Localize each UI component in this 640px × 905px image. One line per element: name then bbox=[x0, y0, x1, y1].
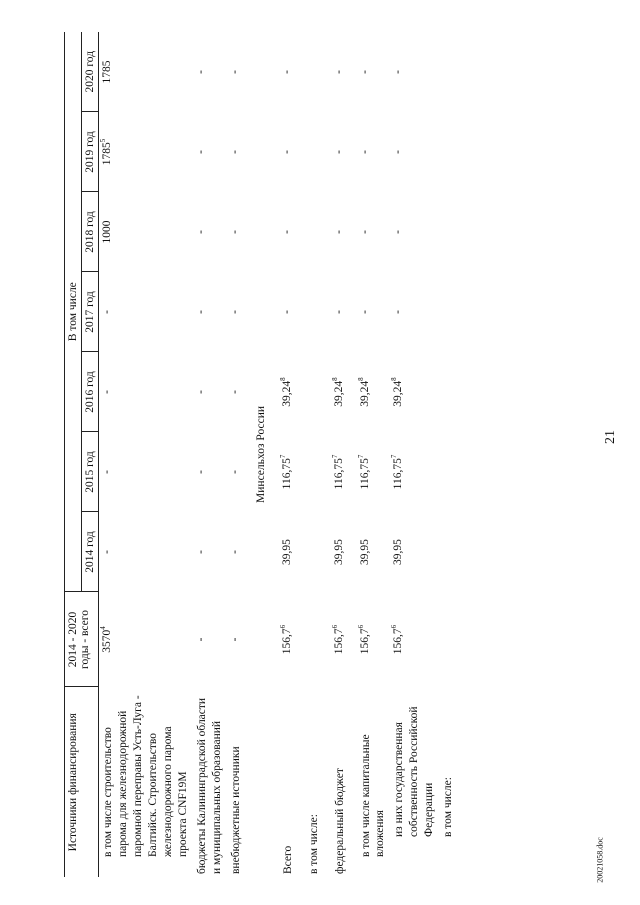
year-cell bbox=[331, 352, 357, 432]
row-label: в том числе: bbox=[442, 777, 455, 837]
year-cell bbox=[439, 352, 465, 432]
header-year: 2019 год bbox=[82, 112, 99, 192]
footnote-mark: 4 bbox=[99, 626, 108, 630]
year-cell bbox=[331, 112, 357, 192]
year-cell bbox=[305, 272, 331, 352]
year-cell bbox=[99, 512, 193, 592]
row-total bbox=[331, 592, 357, 687]
footnote-mark: 6 bbox=[330, 624, 339, 629]
year-cell bbox=[227, 272, 253, 352]
page-number: 21 bbox=[603, 430, 618, 444]
year-cell bbox=[227, 32, 253, 112]
year-cell bbox=[227, 432, 253, 512]
year-cell bbox=[390, 432, 439, 512]
year-cell bbox=[439, 272, 465, 352]
year-cell bbox=[390, 192, 439, 272]
footnote-mark: 7 bbox=[330, 454, 339, 459]
year-cell bbox=[390, 272, 439, 352]
year-cell-value: - bbox=[194, 550, 207, 554]
header-year: 2014 год bbox=[82, 512, 99, 592]
header-total-col bbox=[65, 592, 99, 687]
row-total bbox=[193, 592, 227, 687]
year-cell-value: - bbox=[228, 550, 241, 554]
row-label: бюджеты Калининградской области и муниципальных образований bbox=[195, 697, 223, 874]
year-cell-value: 116,75 bbox=[358, 458, 371, 490]
year-cell-value: - bbox=[228, 70, 241, 74]
table-row bbox=[331, 32, 357, 877]
year-cell-value: - bbox=[101, 390, 113, 394]
year-cell bbox=[99, 432, 193, 512]
year-cell-value: - bbox=[358, 310, 371, 314]
year-cell bbox=[193, 192, 227, 272]
year-cell-value: 39,24 bbox=[392, 380, 405, 407]
year-cell-value: 39,24 bbox=[358, 380, 371, 407]
table-row bbox=[439, 32, 465, 877]
header-source-col: Источники финансирования bbox=[65, 687, 99, 877]
year-cell bbox=[305, 192, 331, 272]
year-cell-value: - bbox=[228, 150, 241, 154]
year-cell bbox=[331, 432, 357, 512]
year-cell bbox=[305, 112, 331, 192]
year-cell bbox=[227, 192, 253, 272]
header-year: 2020 год bbox=[82, 32, 99, 112]
table-row bbox=[390, 32, 439, 877]
year-cell-value: 116,75 bbox=[280, 458, 293, 490]
year-cell-value: - bbox=[101, 310, 113, 314]
year-cell bbox=[331, 272, 357, 352]
year-cell bbox=[193, 352, 227, 432]
year-cell-value: 39,24 bbox=[332, 380, 345, 407]
year-cell bbox=[390, 32, 439, 112]
header-year: 2015 год bbox=[82, 432, 99, 512]
year-cell-value: - bbox=[194, 230, 207, 234]
year-cell bbox=[99, 32, 193, 112]
row-label: Всего bbox=[281, 845, 294, 874]
row-total bbox=[305, 592, 331, 687]
year-cell bbox=[227, 112, 253, 192]
footnote-mark: 8 bbox=[330, 377, 339, 381]
year-cell-value: - bbox=[101, 550, 113, 554]
year-cell-value: - bbox=[101, 470, 113, 474]
year-cell bbox=[279, 352, 305, 432]
year-cell-value: 116,75 bbox=[392, 458, 405, 490]
year-cell-value: - bbox=[392, 310, 405, 314]
year-cell bbox=[193, 512, 227, 592]
row-total bbox=[227, 592, 253, 687]
header-total-line2: годы - всего bbox=[79, 610, 91, 669]
row-label: федеральный бюджет bbox=[333, 768, 346, 874]
table-row bbox=[227, 32, 253, 877]
year-cell-value: - bbox=[392, 70, 405, 74]
year-cell-value: - bbox=[228, 470, 241, 474]
year-cell-value: - bbox=[228, 230, 241, 234]
row-label: в том числе: bbox=[307, 814, 320, 874]
year-cell bbox=[357, 432, 391, 512]
year-cell-value: - bbox=[194, 150, 207, 154]
year-cell-value: - bbox=[194, 390, 207, 394]
year-cell bbox=[331, 192, 357, 272]
table-body bbox=[99, 32, 466, 877]
year-cell-value: 1785 bbox=[101, 60, 113, 84]
year-cell bbox=[439, 512, 465, 592]
year-cell bbox=[99, 352, 193, 432]
year-cell-value: - bbox=[332, 150, 345, 154]
financing-table bbox=[64, 32, 465, 877]
section-row bbox=[253, 32, 279, 877]
year-cell-value: - bbox=[358, 150, 371, 154]
row-label: из них государственная собственность Российской Федерации bbox=[393, 706, 436, 837]
year-cell-value: - bbox=[228, 390, 241, 394]
footer-file-code: 20021058.doc bbox=[595, 837, 605, 883]
year-cell-value: - bbox=[280, 70, 293, 74]
year-cell bbox=[390, 112, 439, 192]
year-cell-value: - bbox=[194, 310, 207, 314]
year-cell bbox=[193, 272, 227, 352]
year-cell bbox=[279, 512, 305, 592]
row-total bbox=[390, 592, 439, 687]
year-cell bbox=[305, 352, 331, 432]
year-cell bbox=[357, 352, 391, 432]
row-total-value: - bbox=[228, 637, 241, 642]
year-cell-value: - bbox=[332, 230, 345, 234]
year-cell-value: - bbox=[280, 230, 293, 234]
footnote-mark: 6 bbox=[278, 624, 287, 629]
year-cell-value: - bbox=[332, 310, 345, 314]
year-cell bbox=[331, 512, 357, 592]
year-cell-value: - bbox=[194, 470, 207, 474]
row-label: в том числе строительство парома для железнодорожной паромной переправы Усть-Луга - Балтийск. Строительство железнодорожного парома проекта CNF19M bbox=[102, 695, 189, 857]
row-total bbox=[357, 592, 391, 687]
year-cell bbox=[279, 112, 305, 192]
year-cell bbox=[357, 192, 391, 272]
table-row bbox=[357, 32, 391, 877]
header-total-line1: 2014 - 2020 bbox=[67, 611, 79, 668]
footnote-mark: 7 bbox=[356, 454, 365, 459]
footnote-mark: 6 bbox=[390, 624, 399, 629]
year-cell-value: - bbox=[280, 150, 293, 154]
year-cell bbox=[439, 32, 465, 112]
row-total-value: 156,7 bbox=[332, 628, 345, 655]
table-row bbox=[193, 32, 227, 877]
year-cell bbox=[193, 432, 227, 512]
section-title: Минсельхоз России bbox=[254, 405, 267, 503]
row-total bbox=[439, 592, 465, 687]
year-cell bbox=[279, 32, 305, 112]
year-cell-value: - bbox=[280, 310, 293, 314]
footnote-mark: 7 bbox=[390, 454, 399, 459]
row-total-value: 156,7 bbox=[280, 628, 293, 655]
year-cell bbox=[99, 272, 193, 352]
header-year: 2018 год bbox=[82, 192, 99, 272]
year-cell-value: 39,95 bbox=[392, 539, 405, 565]
year-cell bbox=[305, 32, 331, 112]
table-row bbox=[99, 32, 193, 877]
year-cell-value: - bbox=[392, 150, 405, 154]
year-cell bbox=[99, 192, 193, 272]
year-cell-value: 1785 bbox=[101, 142, 113, 166]
year-cell bbox=[227, 512, 253, 592]
footnote-mark: 5 bbox=[99, 138, 108, 143]
year-cell bbox=[439, 192, 465, 272]
year-cell-value: 39,24 bbox=[280, 380, 293, 407]
year-cell bbox=[439, 112, 465, 192]
row-total bbox=[99, 592, 193, 687]
footnote-mark: 8 bbox=[278, 377, 287, 381]
year-cell-value: 39,95 bbox=[332, 539, 345, 565]
year-cell bbox=[279, 432, 305, 512]
year-cell bbox=[439, 432, 465, 512]
header-year: 2016 год bbox=[82, 352, 99, 432]
row-label: внебюджетные источники bbox=[229, 746, 242, 874]
year-cell bbox=[193, 32, 227, 112]
year-cell bbox=[279, 192, 305, 272]
year-cell bbox=[357, 512, 391, 592]
row-total-value: - bbox=[194, 637, 207, 642]
footnote-mark: 6 bbox=[356, 624, 365, 629]
year-cell bbox=[193, 112, 227, 192]
year-cell bbox=[305, 432, 331, 512]
year-cell bbox=[390, 512, 439, 592]
row-total-value: 156,7 bbox=[358, 628, 371, 655]
year-cell-value: 39,95 bbox=[358, 539, 371, 565]
year-cell bbox=[279, 272, 305, 352]
table-row bbox=[305, 32, 331, 877]
year-cell-value: 1000 bbox=[101, 220, 113, 244]
year-cell bbox=[357, 32, 391, 112]
year-cell-value: - bbox=[392, 230, 405, 234]
footnote-mark: 8 bbox=[356, 377, 365, 381]
year-cell-value: 116,75 bbox=[332, 458, 345, 490]
row-total bbox=[279, 592, 305, 687]
footnote-mark: 7 bbox=[278, 454, 287, 459]
year-cell-value: - bbox=[358, 230, 371, 234]
header-year: 2017 год bbox=[82, 272, 99, 352]
year-cell bbox=[305, 512, 331, 592]
year-cell-value: - bbox=[228, 310, 241, 314]
year-cell-value: - bbox=[332, 70, 345, 74]
footnote-mark: 8 bbox=[390, 377, 399, 381]
row-total-value: 3570 bbox=[101, 629, 113, 653]
year-cell bbox=[99, 112, 193, 192]
year-cell-value: 39,95 bbox=[280, 539, 293, 565]
table-row bbox=[279, 32, 305, 877]
year-cell bbox=[390, 352, 439, 432]
year-cell bbox=[331, 32, 357, 112]
year-cell bbox=[357, 272, 391, 352]
year-cell bbox=[357, 112, 391, 192]
year-cell bbox=[227, 352, 253, 432]
row-total-value: 156,7 bbox=[392, 628, 405, 655]
row-label: в том числе капитальные вложения bbox=[359, 734, 387, 857]
header-group-label: В том числе bbox=[65, 32, 82, 592]
year-cell-value: - bbox=[194, 70, 207, 74]
financing-table-sheet bbox=[64, 32, 602, 877]
year-cell-value: - bbox=[358, 70, 371, 74]
